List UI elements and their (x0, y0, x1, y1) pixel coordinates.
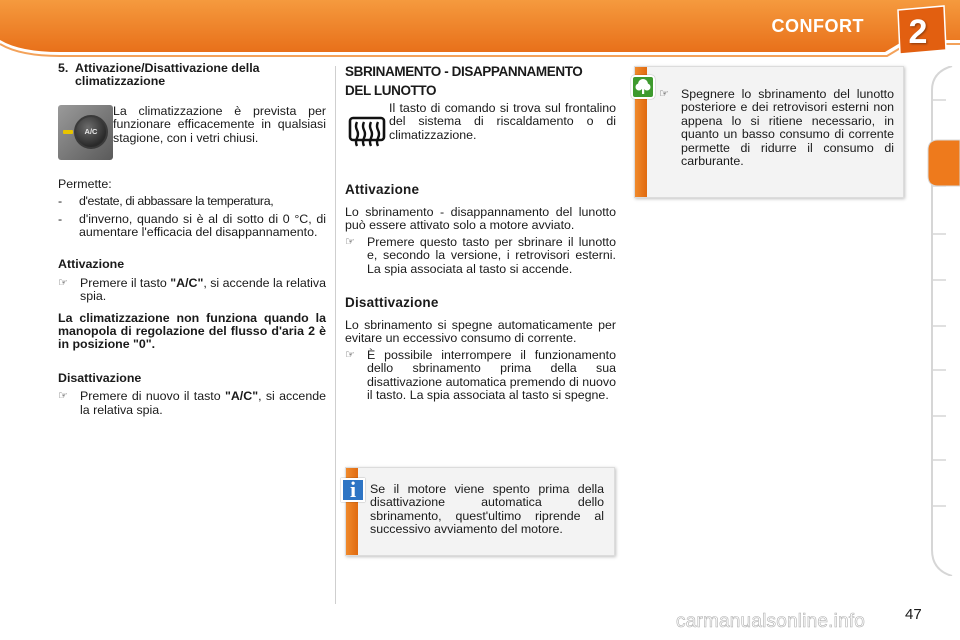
section-heading (58, 62, 326, 89)
ac-indicator-light (63, 130, 73, 134)
eco-tip-box (634, 66, 904, 198)
defrost-attivazione-text: Lo sbrinamento - disappannamento del lunotto può essere attivato solo a motore avviato. (345, 205, 616, 233)
pointing-hand-icon: ☞ (345, 235, 355, 248)
eco-tree-icon (631, 75, 655, 99)
tree-icon (633, 77, 653, 97)
attivazione-step: ☞ Premere il tasto "A/C", si accende la relativa spia. (58, 275, 326, 304)
disattivazione-step: ☞ Premere di nuovo il tasto "A/C", si accende la relativa spia. (58, 389, 326, 417)
defrost-intro-text: Il tasto di comando si trova sul frontalino del sistema di riscaldamento o di climatizzazione. (389, 101, 616, 142)
defrost-attivazione-heading: Attivazione (345, 182, 420, 197)
list-item: - d'estate, di abbassare la temperatura, (58, 194, 274, 209)
pointing-hand-icon: ☞ (58, 390, 68, 403)
ac-key-label: "A/C" (170, 275, 204, 290)
defrost-intro-row (345, 100, 616, 152)
info-text: Se il motore viene spento prima della disattivazione automatica dello sbrinamento, quest'ultimo riprende al successivo avviamento del motore. (370, 482, 604, 537)
section-title: Attivazione/Disattivazione della climatizzazione (75, 61, 260, 89)
pointing-hand-icon: ☞ (659, 88, 669, 100)
ac-intro-row (58, 105, 326, 160)
chapter-title: CONFORT (771, 16, 864, 36)
disattivazione-heading: Disattivazione (58, 370, 142, 385)
list-item: - d'inverno, quando si è al di sotto di 0 °C, di aumentare l'efficacia del disappannamento. (58, 211, 326, 240)
defrost-disattivazione-step: ☞ È possibile interrompere il funzionamento dello sbrinamento prima della sua disattivazione automatica premendo di nuovo il tasto. La spia associata al tasto si spegne. (345, 347, 616, 403)
header-band (0, 0, 960, 58)
ac-intro-text: La climatizzazione è prevista per funzionare efficacemente in qualsiasi stagione, con i vetri chiusi. (113, 103, 326, 145)
attivazione-heading: Attivazione (58, 257, 125, 272)
uses-list (58, 195, 326, 239)
ac-warning: La climatizzazione non funziona quando la manopola di regolazione del flusso d'aria 2 è in posizione "0". (58, 310, 326, 352)
tab-strip (924, 66, 960, 576)
chapter-number: 2 (908, 12, 928, 51)
defrost-title-line-1: SBRINAMENTO - DISAPPANNAMENTO (345, 64, 583, 79)
ac-button-image (58, 105, 113, 160)
info-box (345, 467, 615, 556)
defrost-disattivazione-text: Lo sbrinamento si spegne automaticamente per evitare un eccessivo consumo di corrente. (345, 318, 616, 346)
section-number: 5. (58, 61, 69, 75)
chapter-tabs[interactable] (924, 66, 960, 576)
eco-tip (659, 88, 894, 168)
column-divider (335, 66, 336, 604)
ac-section (58, 62, 326, 417)
page-number: 47 (905, 606, 922, 623)
info-icon: i (341, 478, 365, 502)
defrost-title-line-2: DEL LUNOTTO (345, 83, 437, 98)
defrost-disattivazione-heading: Disattivazione (345, 295, 439, 311)
ac-key-label: "A/C" (224, 389, 259, 404)
rear-defrost-icon (345, 112, 389, 152)
watermark-text: carmanualsonline.info (676, 611, 866, 632)
ac-knob: A/C (74, 115, 108, 149)
pointing-hand-icon: ☞ (58, 276, 68, 289)
permette-label: Permette: (58, 176, 112, 191)
eco-tip-text: Spegnere lo sbrinamento del lunotto posteriore e dei retrovisori esterni non appena lo si ritiene necessario, in quanto un basso consumo di corrente permette di ridurre il consumo di carburante. (681, 87, 894, 169)
defrost-attivazione-step: ☞ Premere questo tasto per sbrinare il lunotto e, secondo la versione, i retrovisori esterni. La spia associata al tasto si accende. (345, 234, 616, 276)
pointing-hand-icon: ☞ (345, 348, 355, 361)
defrost-section (345, 62, 616, 402)
